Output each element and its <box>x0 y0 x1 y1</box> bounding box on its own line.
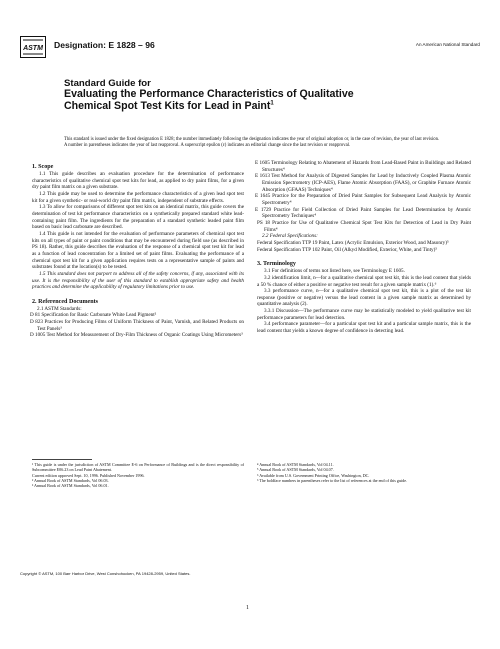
footnote: ⁶ The boldface numbers in parentheses refer to the list of references at the end of this guide. <box>257 477 408 483</box>
section-heading-terminology: 3. Terminology <box>257 261 296 268</box>
page-header <box>20 36 480 58</box>
reference-item: D 1005 Test Method for Measurement of Dry-Film Thickness of Organic Coatings Using Micrometers³ <box>30 332 243 339</box>
reference-item: PS 18 Practice for Use of Qualitative Chemical Spot Test Kits for Detection of Lead in Dry Paint Films⁴ <box>257 219 471 233</box>
reference-item: E 1645 Practice for the Preparation of Dried Paint Samples for Subsequent Lead Analysis by Atomic Spectrometry⁴ <box>255 193 471 206</box>
federal-reference-item: Federal Specification TTP 19 Paint, Latex (Acrylic Emulsion, Exterior Wood, and Masonry)⁵ <box>257 239 449 246</box>
footnote: ⁶ Available from U.S. Government Printing Office, Washington, DC. <box>257 472 370 478</box>
section-heading-referenced-documents: 2. Referenced Documents <box>32 298 99 305</box>
reference-item: E 1613 Test Method for Analysis of Digested Samples for Lead by Inductively Coupled Plasma Atomic Emission Spectrometry (ICP-AES), Flame Atomic Absorption (FAAS), or Graphite Furnace Atomic Absorption (GFAAS) Techniques⁴ <box>255 173 471 193</box>
terminology-paragraph: 3.3.1 Discussion—The performance curve may be statistically modeled to yield qualitative test kit performance parameters for lead detection. <box>257 308 471 321</box>
title-line-1: Evaluating the Performance Characteristics of Qualitative <box>64 88 354 100</box>
footnote: Current edition approved Sept. 10, 1996. Published November 1996. <box>32 472 145 478</box>
logo-text: ASTM <box>23 45 43 52</box>
terminology-paragraph: 3.3 performance curve, n—for a qualitative chemical spot test kit, this is a plot of the test kit response (positive or negative) versus the lead content in a given sample matrix as determined by quantitative analysis (2). <box>257 288 471 308</box>
scope-paragraph: 1.2 This guide may be used to determine the performance characteristics of a given lead spot test kit for a given synthetic- or real-world dry paint film matrix, independent of substrate effects. <box>32 190 244 204</box>
terminology-paragraph: 3.1 For definitions of terms not listed here, see Terminology E 1605. <box>264 268 405 275</box>
title-prefix: Standard Guide for <box>64 78 151 89</box>
footnotes-left <box>32 462 244 488</box>
left-column <box>32 160 244 339</box>
reference-item: E 1605 Terminology Relating to Abatement of Hazards from Lead-Based Paint in Buildings and Related Structures⁴ <box>255 160 471 173</box>
footnotes-right <box>257 462 471 483</box>
designation-notice: This standard is issued under the fixed designation E 1828; the number immediately following the designation indicates the year of original adoption or, in the case of revision, the year of last revision. A number in parentheses indicates the year of last reapproval. A superscript epsilon (ε) indicates an editorial change since the last revision or reapproval. <box>64 137 440 149</box>
astm-standards-subheading: 2.1 ASTM Standards: <box>37 305 82 312</box>
terminology-paragraph: 3.4 performance parameter—for a particular spot test kit and a particular sample matrix, this is the lead content that yields a known degree of confidence in detecting lead. <box>257 321 471 335</box>
footnote: ¹ This guide is under the jurisdiction of ASTM Committee E-6 on Performance of Buildings and is the direct responsibility of Subcommittee E06.23 on Lead Paint Abatement. <box>32 462 244 473</box>
title-line-2-text: Chemical Spot Test Kits for Lead in Paint <box>64 99 271 112</box>
scope-paragraph: 1.4 This guide is not intended for the evaluation of performance parameters of chemical spot test kits on all types of paint or paint conditions that may be encountered during field use (as described in PS 18). Rather, this guide describes the evaluation of the response of a chemical spot test kit for lead as a function of lead concentration for a limited set of paint films. Evaluating the performance of a chemical spot test kit for a given application requires tests on a representative sample of paints and substrates found at the location(s) to be tested. <box>32 230 244 271</box>
footnote: ⁴ Annual Book of ASTM Standards, Vol 04.11. <box>257 462 334 467</box>
footnote-rule <box>32 459 92 460</box>
title-line-2 <box>64 101 464 113</box>
scope-paragraph: 1.3 To allow for comparisons of different spot test kits on an identical matrix, this guide covers the determination of test kit performance characteristics on a synthetically prepared standard white lead-containing paint film. The ingredients for the preparation of a standard synthetic leaded paint film based on basic lead carbonate are described. <box>32 204 244 231</box>
safety-paragraph: 1.5 This standard does not purport to address all of the safety concerns, if any, associated with its use. It is the responsibility of the user of this standard to establish appropriate safety and health practices and determine the applicability of regulatory limitations prior to use. <box>32 270 244 291</box>
federal-specifications-subheading: 2.2 Federal Specifications: <box>262 233 318 240</box>
astm-logo-icon <box>20 36 46 58</box>
title-block <box>64 78 464 112</box>
footnote: ⁵ Annual Book of ASTM Standards, Vol 04.07. <box>257 467 334 473</box>
footnote: ² Annual Book of ASTM Standards, Vol 06.03. <box>32 477 109 483</box>
footnote: ³ Annual Book of ASTM Standards, Vol 06.01. <box>32 483 109 489</box>
scope-paragraph: 1.1 This guide describes an evaluation procedure for the determination of performance characteristics of qualitative chemical spot test kits for lead, as applied to dry paint films, for a given dry paint film matrix on a given substrate. <box>32 171 244 191</box>
right-column <box>257 160 471 335</box>
reference-item: E 1729 Practice for Field Collection of Dried Paint Samples for Lead Determination by Atomic Spectrometry Techniques⁴ <box>255 206 471 220</box>
page-number: 1 <box>246 605 249 611</box>
reference-item: D 823 Practices for Producing Films of Uniform Thickness of Paint, Varnish, and Related Products on Test Panels³ <box>30 319 244 332</box>
publisher-label: An American National Standard <box>415 42 480 47</box>
section-heading-scope: 1. Scope <box>32 164 54 170</box>
copyright-line: Copyright © ASTM, 100 Barr Harbor Drive, West Conshohocken, PA 19428-2959, United States. <box>20 571 191 576</box>
federal-reference-item: Federal Specification TTP 102 Paint, Oil (Alkyd Modified, Exterior, White, and Tinty)⁵ <box>257 246 438 253</box>
title-footnote-mark: 1 <box>270 99 274 106</box>
terminology-paragraph: 3.2 identification limit, n—for a qualitative chemical spot test kit, this is the lead content that yields a 50 % chance of either a positive or negative test result for a given sample matrix (1).⁶ <box>257 274 471 288</box>
designation: Designation: E 1828 – 96 <box>54 40 155 50</box>
reference-item: D 81 Specification for Basic Carbonate White Lead Pigment² <box>30 312 157 319</box>
